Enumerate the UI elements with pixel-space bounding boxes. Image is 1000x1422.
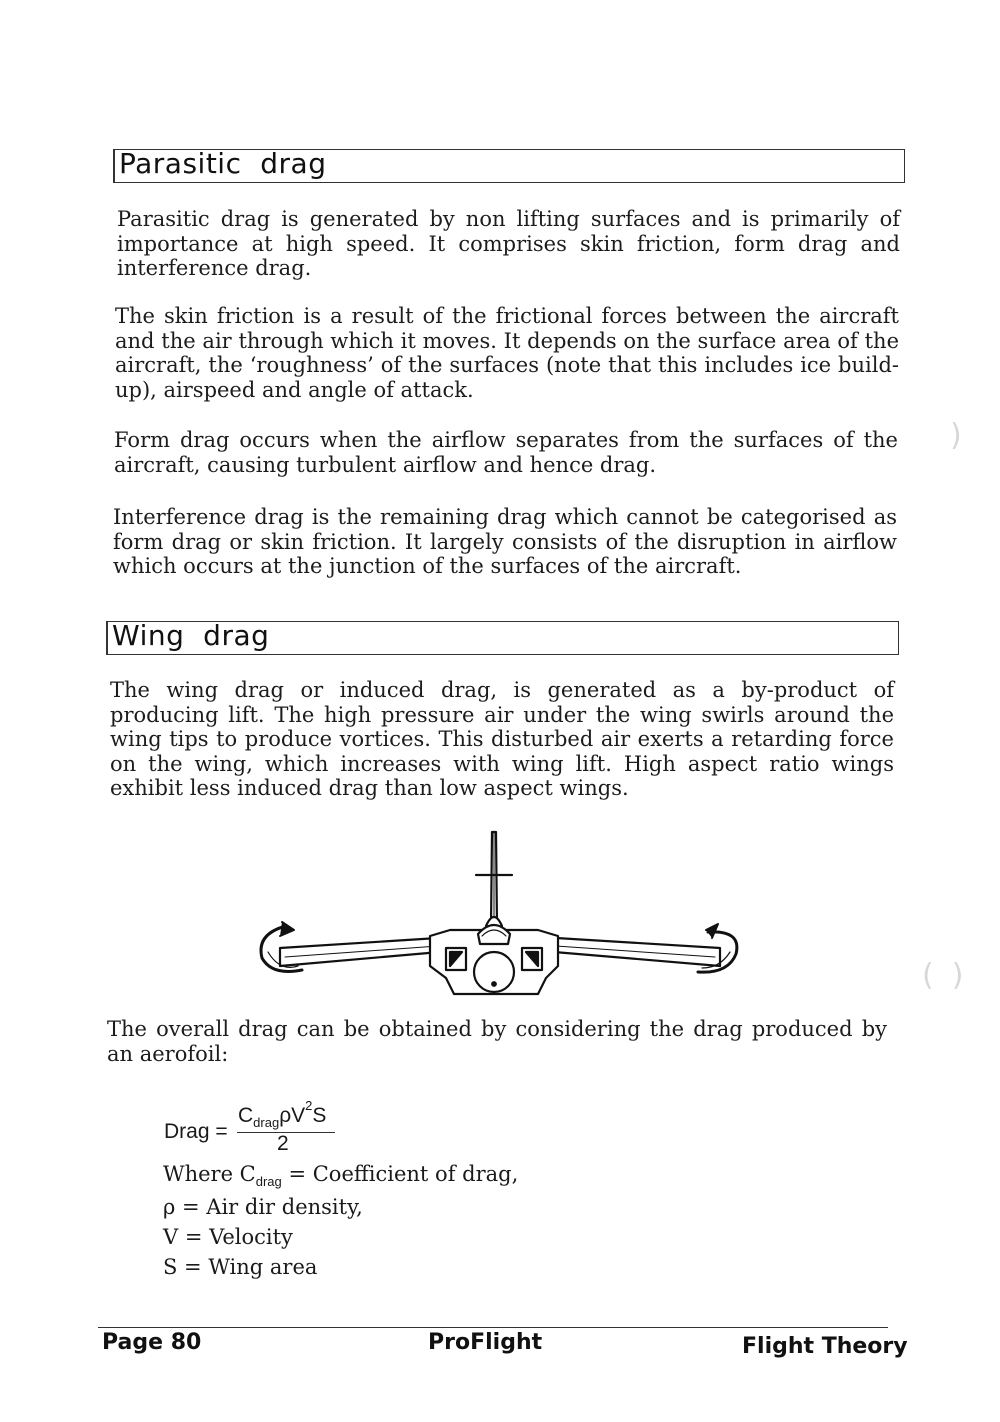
paragraph-interference-drag: Interference drag is the remaining drag which cannot be categorised as form drag or skin friction. It largely consists of the disruption in airflow which occurs at the junction of the surfaces of the aircraft. — [113, 505, 897, 578]
formula-denominator: 2 — [277, 1132, 289, 1155]
velocity-line: V = Velocity — [163, 1225, 293, 1249]
section-title-parasitic: Parasitic drag — [119, 147, 327, 180]
formula-lhs: Drag = — [164, 1120, 228, 1143]
scan-mark-bottom: () — [922, 958, 982, 993]
footer-product: ProFlight — [428, 1330, 543, 1355]
paragraph-parasitic-intro: Parasitic drag is generated by non lifting surfaces and is primarily of importance at high speed. It comprises skin friction, form drag and interference drag. — [117, 207, 900, 280]
footer-section: Flight Theory — [742, 1334, 908, 1359]
aircraft-vortex-illustration — [250, 826, 750, 1002]
scan-mark-top: ) — [950, 418, 962, 453]
paragraph-skin-friction: The skin friction is a result of the frictional forces between the aircraft and the air through which it moves. It depends on the surface area of the aircraft, the ‘roughness’ of the surfaces (note that this includes ice build-up), airspeed and angle of attack. — [115, 304, 899, 402]
where-line — [163, 1162, 518, 1189]
footer-page-number: Page 80 — [102, 1330, 202, 1355]
where-sub: drag — [255, 1174, 282, 1190]
drag-formula — [163, 1090, 563, 1290]
section-heading-parasitic — [113, 149, 905, 183]
formula-exponent: 2 — [305, 1098, 313, 1113]
paragraph-overall-drag: The overall drag can be obtained by considering the drag produced by an aerofoil: — [107, 1017, 887, 1066]
section-title-wing: Wing drag — [112, 619, 270, 652]
where-prefix: Where C — [163, 1162, 256, 1186]
formula-c: C — [238, 1104, 254, 1127]
where-rest: = Coefficient of drag, — [281, 1162, 519, 1186]
rho-line: ρ = Air dir density, — [163, 1195, 363, 1219]
formula-numerator — [238, 1098, 327, 1131]
formula-s: S — [312, 1104, 327, 1127]
wing-area-line: S = Wing area — [163, 1255, 318, 1279]
section-heading-wing — [106, 621, 899, 655]
paragraph-wing-drag: The wing drag or induced drag, is generated as a by-product of producing lift. The high pressure air under the wing swirls around the wing tips to produce vortices. This disturbed air exerts a retarding force on the wing, which increases with wing lift. High aspect ratio wings exhibit less induced drag than low aspect wings. — [110, 678, 894, 800]
formula-rho-v: ρV — [279, 1104, 306, 1127]
footer-rule — [98, 1327, 888, 1328]
paragraph-form-drag: Form drag occurs when the airflow separates from the surfaces of the aircraft, causing turbulent airflow and hence drag. — [114, 428, 898, 477]
formula-c-sub: drag — [253, 1115, 280, 1131]
